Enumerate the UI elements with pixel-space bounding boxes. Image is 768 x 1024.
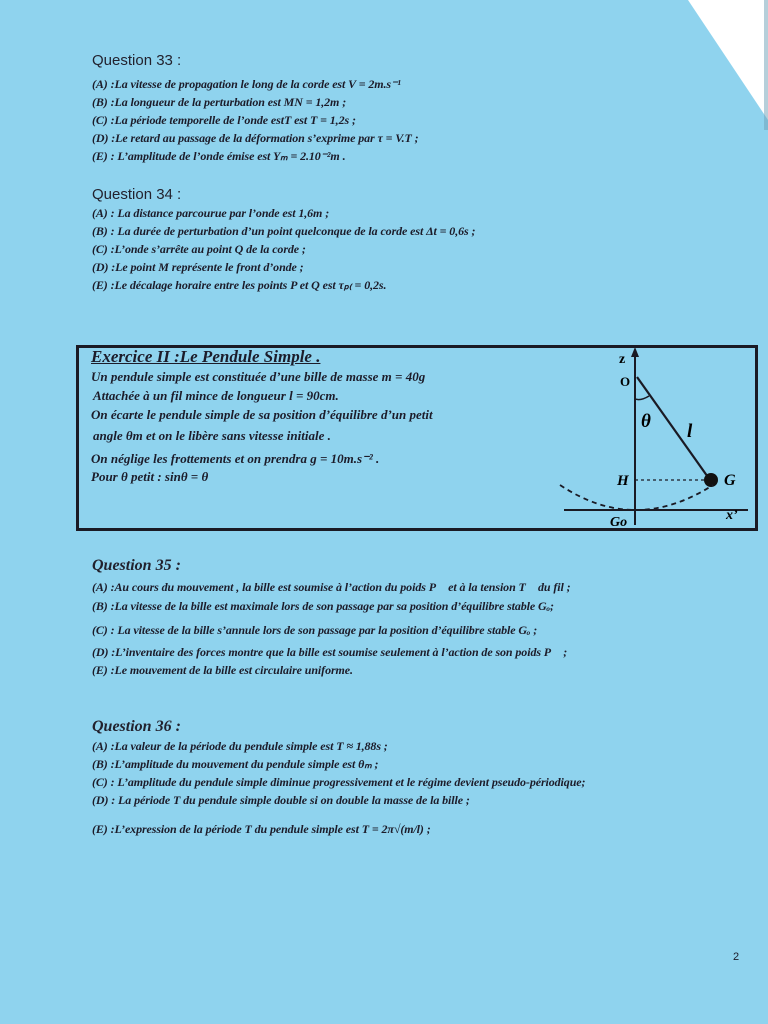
exercise-line-1: Un pendule simple est constituée d’une bille de masse m = 40g — [91, 369, 426, 384]
o-label: O — [620, 374, 631, 389]
q35-option-c: (C) : La vitesse de la bille s’annule lors de son passage par la position d’équilibre stable Gₒ ; — [92, 623, 538, 637]
g-label: G — [724, 472, 736, 489]
exercise-title: Exercice II :Le Pendule Simple . — [91, 347, 321, 366]
question-36-title: Question 36 : — [92, 718, 181, 735]
theta-label: θ — [641, 411, 651, 432]
exercise-line-5: On néglige les frottements et on prendra g = 10m.s⁻² . — [91, 451, 380, 466]
z-label: z — [619, 352, 626, 367]
q35-option-b: (B) :La vitesse de la bille est maximale lors de son passage par sa position d’équilibre stable Gₒ; — [92, 599, 554, 613]
h-label: H — [617, 473, 629, 489]
folded-page-corner — [688, 0, 768, 120]
exercise-line-2: Attachée à un fil mince de longueur l = 90cm. — [93, 388, 339, 403]
q35-option-e: (E) :Le mouvement de la bille est circulaire uniforme. — [92, 663, 353, 677]
q35-option-d: (D) :L’inventaire des forces montre que la bille est soumise seulement à l’action de son poids P⃗ ; — [92, 645, 568, 659]
theta-arc — [635, 396, 649, 400]
x-label: x’ — [726, 508, 738, 523]
exercise-line-6: Pour θ petit : sinθ = θ — [91, 469, 209, 484]
question-34-title: Question 34 : — [92, 186, 182, 203]
q33-option-c: (C) :La période temporelle de l’onde estT est T = 1,2s ; — [92, 113, 356, 127]
q33-option-a: (A) :La vitesse de propagation le long de la corde est V = 2m.s⁻¹ — [92, 77, 401, 91]
page-edge-shadow — [764, 0, 768, 130]
q34-option-a: (A) : La distance parcourue par l’onde est 1,6m ; — [92, 206, 330, 220]
exercise-line-4: angle θm et on le libère sans vitesse initiale . — [93, 428, 331, 443]
q36-option-a: (A) :La valeur de la période du pendule simple est T ≈ 1,88s ; — [92, 739, 388, 753]
q34-option-e: (E) :Le décalage horaire entre les points P et Q est τₚ₍ = 0,2s. — [92, 278, 387, 292]
q36-option-c: (C) : L’amplitude du pendule simple diminue progressivement et le régime devient pseudo-périodique; — [92, 775, 586, 789]
question-33-title: Question 33 : — [92, 52, 182, 69]
q36-option-e: (E) :L’expression de la période T du pendule simple est T = 2π√(m/l) ; — [92, 822, 431, 836]
pendulum-ball — [704, 473, 718, 487]
q34-option-c: (C) :L’onde s’arrête au point Q de la corde ; — [92, 242, 306, 256]
q33-option-b: (B) :La longueur de la perturbation est MN = 1,2m ; — [92, 95, 347, 109]
q36-option-b: (B) :L’amplitude du mouvement du pendule simple est θₘ ; — [92, 757, 379, 771]
length-label: l — [687, 421, 693, 442]
q34-option-d: (D) :Le point M représente le front d’onde ; — [92, 260, 304, 274]
q36-option-d: (D) : La période T du pendule simple double si on double la masse de la bille ; — [92, 793, 470, 807]
page-number: 2 — [733, 951, 740, 963]
question-35-title: Question 35 : — [92, 557, 181, 574]
q35-option-a: (A) :Au cours du mouvement , la bille est soumise à l’action du poids P⃗ et à la tension T⃗ du fil ; — [92, 580, 571, 594]
exercise-line-3: On écarte le pendule simple de sa position d’équilibre d’un petit — [91, 407, 433, 422]
trajectory-arc — [560, 485, 713, 510]
q33-option-e: (E) : L’amplitude de l’onde émise est Yₘ = 2.10⁻²m . — [92, 149, 346, 163]
q33-option-d: (D) :Le retard au passage de la déformation s’exprime par τ = V.T ; — [92, 131, 419, 145]
q34-option-b: (B) : La durée de perturbation d’un point quelconque de la corde est Δt = 0,6s ; — [92, 224, 476, 238]
pendulum-diagram — [548, 345, 758, 531]
go-label: Go — [610, 515, 628, 530]
z-axis-arrow — [631, 347, 639, 357]
